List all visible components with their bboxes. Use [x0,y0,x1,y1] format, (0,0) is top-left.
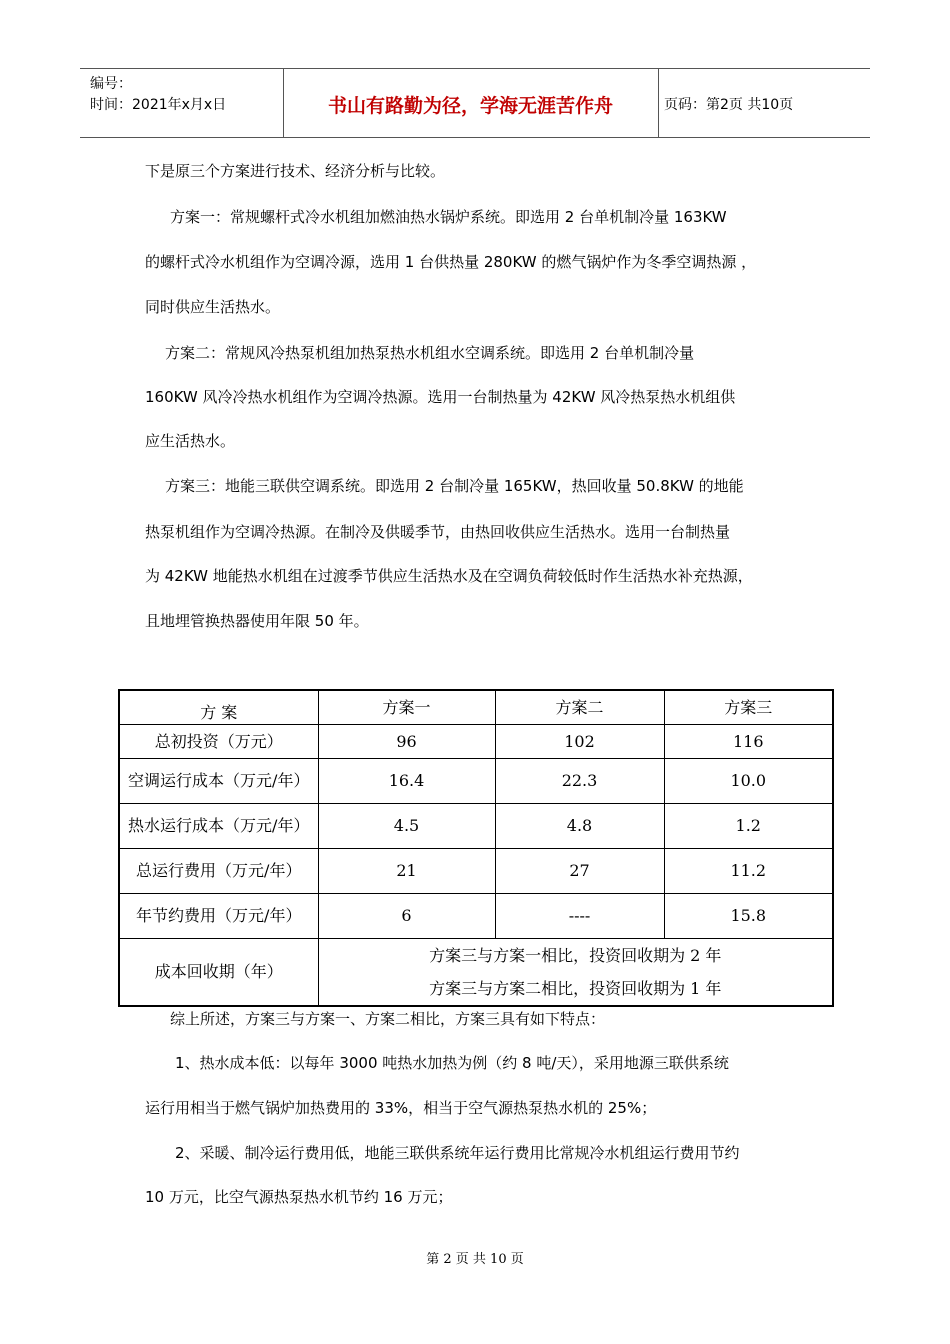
row-label: 热水运行成本（万元/年） [119,803,318,848]
summary-point2-line1: 2、采暖、制冷运行费用低，地能三联供系统年运行费用比常规冷水机组运行费用节约 [175,1144,740,1162]
table-row [119,893,833,938]
time-label: 时间：2021年x月x日 [90,97,227,113]
table-cell: 4.5 [318,803,495,848]
table-cell: 15.8 [664,893,833,938]
row-label: 年节约费用（万元/年） [119,893,318,938]
table-row [119,848,833,893]
summary-point1-line1: 1、热水成本低：以每年 3000 吨热水加热为例（约 8 吨/天），采用地源三联供系统 [175,1054,729,1072]
comparison-table [118,689,834,1007]
plan1-line3: 同时供应生活热水。 [145,298,281,316]
row-label: 成本回收期（年） [119,938,318,1006]
table-cell: ---- [495,893,664,938]
plan3-line3: 为 42KW 地能热水机组在过渡季节供应生活热水及在空调负荷较低时作生活热水补充热源， [145,567,753,585]
summary-point2-line2: 10 万元，比空气源热泵热水机节约 16 万元； [145,1188,453,1206]
row-label: 空调运行成本（万元/年） [119,758,318,803]
table-cell: 96 [318,724,495,758]
plan2-line2: 160KW 风冷冷热水机组作为空调冷热源。选用一台制热量为 42KW 风冷热泵热水机组供 [145,388,736,406]
table-cell: 27 [495,848,664,893]
header-page-info: 页码：第2页 共10页 [664,97,794,113]
table-cell: 102 [495,724,664,758]
table-cell: 16.4 [318,758,495,803]
header-page-cell [658,69,870,137]
plan1-line2: 的螺杆式冷水机组作为空调冷源，选用 1 台供热量 280KW 的燃气锅炉作为冬季空调热源 ， [145,253,757,271]
table-row [119,803,833,848]
table-row [119,758,833,803]
serial-label: 编号： [90,76,132,92]
table-cell: 22.3 [495,758,664,803]
payback-line-2: 方案三与方案二相比，投资回收期为 1 年 [429,978,722,998]
payback-line-1: 方案三与方案一相比，投资回收期为 2 年 [429,945,722,965]
header-motto-cell [283,69,659,137]
plan2-line1: 方案二：常规风冷热泵机组加热泵热水机组水空调系统。即选用 2 台单机制冷量 [165,344,695,362]
table-header-cell: 方案三 [664,690,833,724]
page-header [80,68,870,138]
plan3-line2: 热泵机组作为空调冷热源。在制冷及供暖季节，由热回收供应生活热水。选用一台制热量 [145,523,731,541]
table-cell: 116 [664,724,833,758]
page-footer: 第 2 页 共 10 页 [426,1252,524,1267]
summary-intro: 综上所述，方案三与方案一、方案二相比，方案三具有如下特点： [170,1010,606,1028]
table-header-cell: 方案一 [318,690,495,724]
table-row [119,724,833,758]
table-cell: 10.0 [664,758,833,803]
table-cell: 11.2 [664,848,833,893]
table-cell: 4.8 [495,803,664,848]
table-header-row [119,690,833,724]
plan3-line4: 且地埋管换热器使用年限 50 年。 [145,612,369,630]
table-cell: 21 [318,848,495,893]
row-label: 总初投资（万元） [119,724,318,758]
motto: 书山有路勤为径，学海无涯苦作舟 [327,95,613,117]
table-cell: 6 [318,893,495,938]
plan3-line1: 方案三：地能三联供空调系统。即选用 2 台制冷量 165KW，热回收量 50.8KW 的地能 [165,477,744,495]
table-header-cell: 方案二 [495,690,664,724]
table-row-payback [119,938,833,1006]
payback-cell [318,938,833,1006]
header-meta-cell [80,69,284,137]
intro-line: 下是原三个方案进行技术、经济分析与比较。 [145,162,446,180]
plan2-line3: 应生活热水。 [145,432,236,450]
row-label: 总运行费用（万元/年） [119,848,318,893]
summary-point1-line2: 运行用相当于燃气锅炉加热费用的 33%，相当于空气源热泵热水机的 25%； [145,1099,657,1117]
table-header-cell: 方 案 [119,690,318,724]
table-cell: 1.2 [664,803,833,848]
plan1-line1: 方案一：常规螺杆式冷水机组加燃油热水锅炉系统。即选用 2 台单机制冷量 163KW [170,208,727,226]
